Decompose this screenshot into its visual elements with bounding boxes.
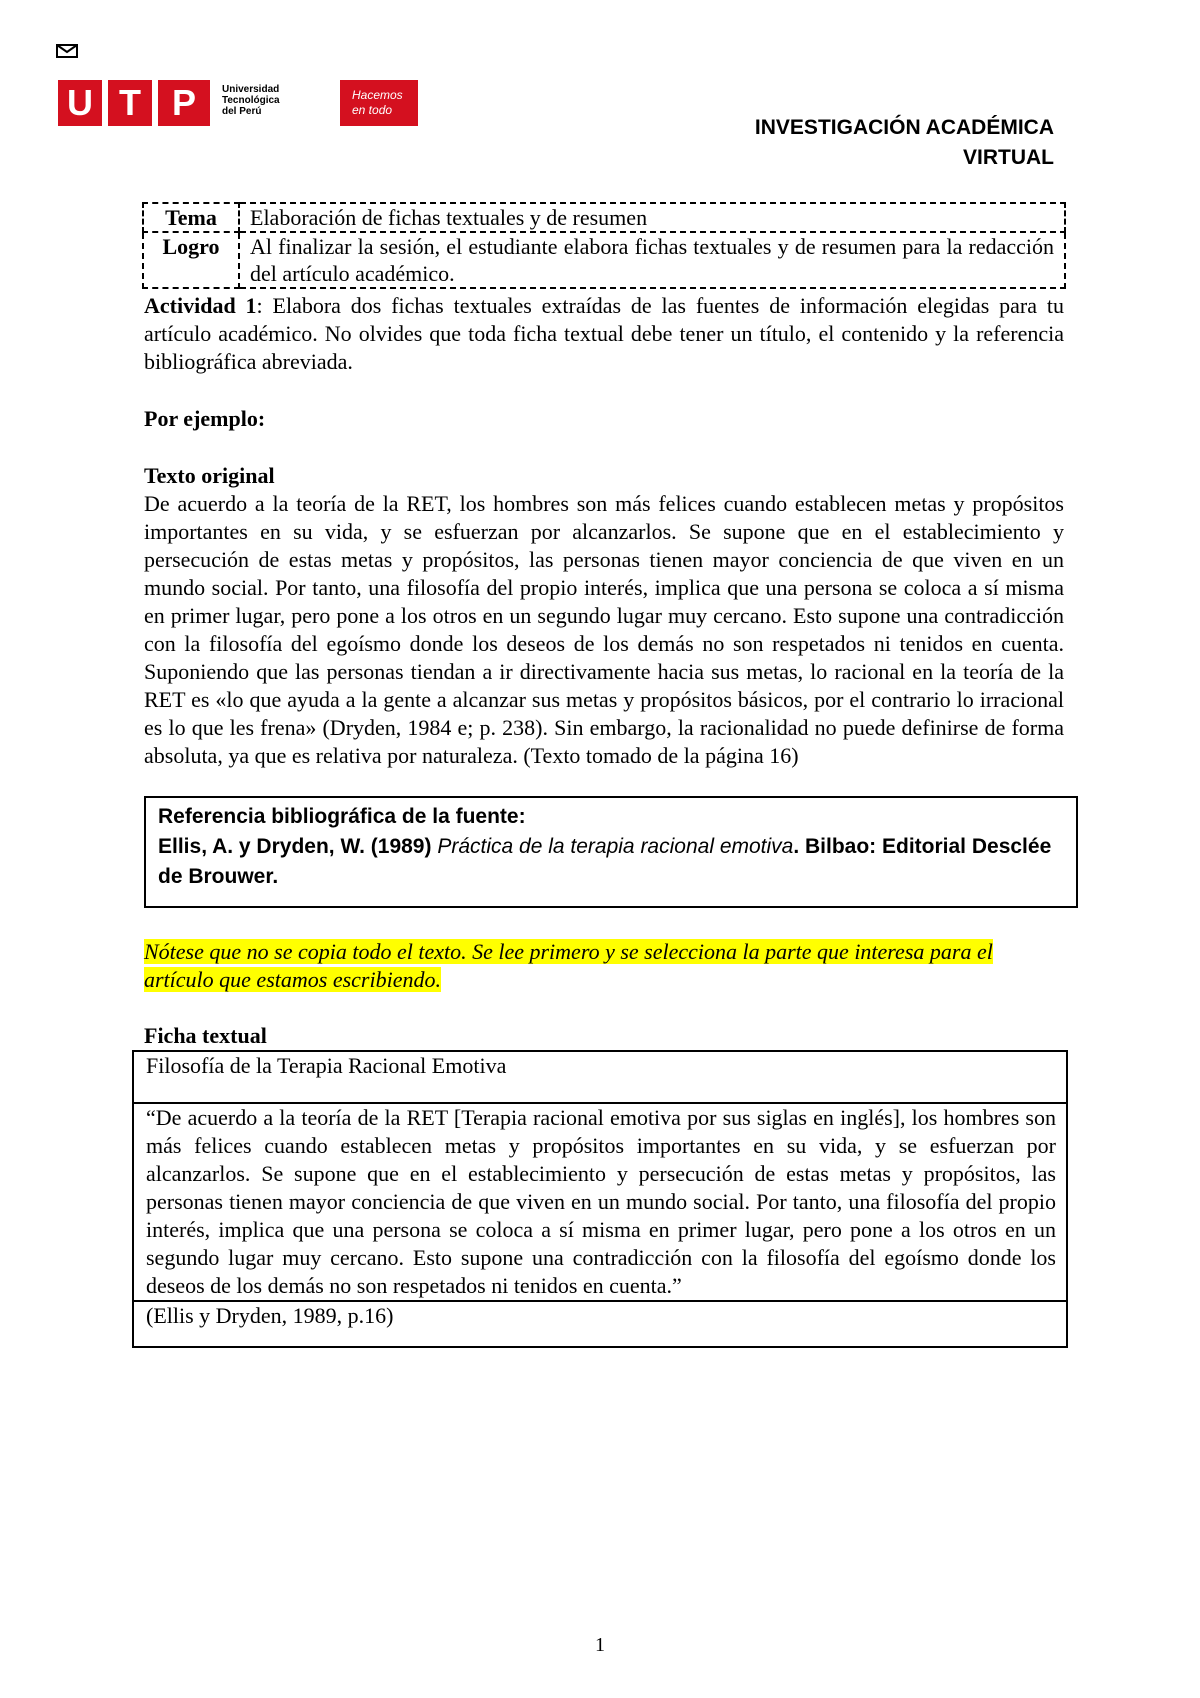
ficha-textual-table [132,1050,1068,1348]
reference-authors: Ellis, A. y Dryden, W. (1989) [158,835,438,858]
university-name-line: Tecnológica [222,95,280,106]
example-heading: Por ejemplo: [144,406,266,431]
university-name [222,84,322,117]
activity-paragraph [144,292,1064,376]
logo-letter-u: U [58,80,102,126]
reference-label: Referencia bibliográfica de la fuente: [158,805,526,828]
slogan-line: Hacemos [352,88,403,102]
slogan-banner [340,80,418,126]
utp-logo [58,80,418,126]
activity-text: : Elabora dos fichas textuales extraídas de las fuentes de información elegidas para tu artículo académico. No olvides que toda ficha textual debe tener un título, el contenido y la referencia bibliográfica abreviada. [144,293,1064,374]
highlighted-note: Nótese que no se copia todo el texto. Se lee primero y se selecciona la parte que interesa para el artículo que estamos escribiendo. [144,939,993,992]
course-title-line1: INVESTIGACIÓN ACADÉMICA [754,116,1054,139]
tema-logro-table [142,202,1066,289]
ficha-heading: Ficha textual [144,1023,267,1048]
envelope-icon [56,44,78,58]
logo-letter-p: P [158,80,210,126]
table-row [133,1301,1067,1347]
university-name-line: del Perú [222,106,262,117]
activity-label: Actividad 1 [144,293,257,318]
reference-entry [158,832,1064,892]
logro-value: Al finalizar la sesión, el estudiante elabora fichas textuales y de resumen para la redacción del artículo académico. [239,232,1065,288]
ficha-citation: (Ellis y Dryden, 1989, p.16) [133,1301,1067,1347]
logro-label: Logro [143,232,239,288]
reference-publisher: . Bilbao: Editorial Desclée de Brouwer. [158,835,1052,888]
table-row [143,203,1065,232]
logo-letter-t: T [108,80,152,126]
slogan-line: en todo [352,103,393,117]
page-number: 1 [595,1634,605,1656]
tema-value: Elaboración de fichas textuales y de resumen [239,203,1065,232]
original-text: De acuerdo a la teoría de la RET, los hombres son más felices cuando establecen metas y propósitos importantes en su vida, y se esfuerzan por alcanzarlos. Se supone que en el establecimiento y persecución de estas metas y propósitos, las personas tienen mayor conciencia de que viven en un mundo social. Por tanto, una filosofía del propio interés, implica que una persona se coloca a sí misma en primer lugar, pero pone a los otros en un segundo lugar muy cercano. Esto supone una contradicción con la filosofía del egoísmo donde los deseos de los demás no son respetados ni tenidos en cuenta. Suponiendo que las personas tiendan a ir directivamente hacia sus metas, lo racional en la teoría de la RET es «lo que ayuda a la gente a alcanzar sus metas y propósitos básicos, por el contrario lo irracional es lo que les frena» (Dryden, 1984 e; p. 238). Sin embargo, la racionalidad no puede definirse de forma absoluta, ya que es relativa por naturaleza. (Texto tomado de la página 16) [144,491,1064,768]
ficha-content: “De acuerdo a la teoría de la RET [Terapia racional emotiva por sus siglas en inglés], los hombres son más felices cuando establecen metas y propósitos importantes en su vida, y se esfuerzan por alcanzarlos. Se supone que en el establecimiento y persecución de estas metas y propósitos, las personas tienen mayor conciencia de que viven en un mundo social. Por tanto, una filosofía del propio interés, implica que una persona se coloca a sí misma en primer lugar, pero pone a los otros en un segundo lugar muy cercano. Esto supone una contradicción con la filosofía del egoísmo donde los deseos de los demás no son respetados ni tenidos en cuenta.” [133,1103,1067,1301]
note-paragraph [144,938,1064,994]
original-heading: Texto original [144,463,275,488]
reference-title: Práctica de la terapia racional emotiva [437,835,794,858]
university-name-line: Universidad [222,84,280,95]
ficha-title: Filosofía de la Terapia Racional Emotiva [133,1051,1067,1103]
table-row [133,1051,1067,1103]
table-row [133,1103,1067,1301]
tema-label: Tema [143,203,239,232]
reference-box [144,796,1078,908]
course-title-line2: VIRTUAL [963,146,1054,169]
table-row [143,232,1065,288]
